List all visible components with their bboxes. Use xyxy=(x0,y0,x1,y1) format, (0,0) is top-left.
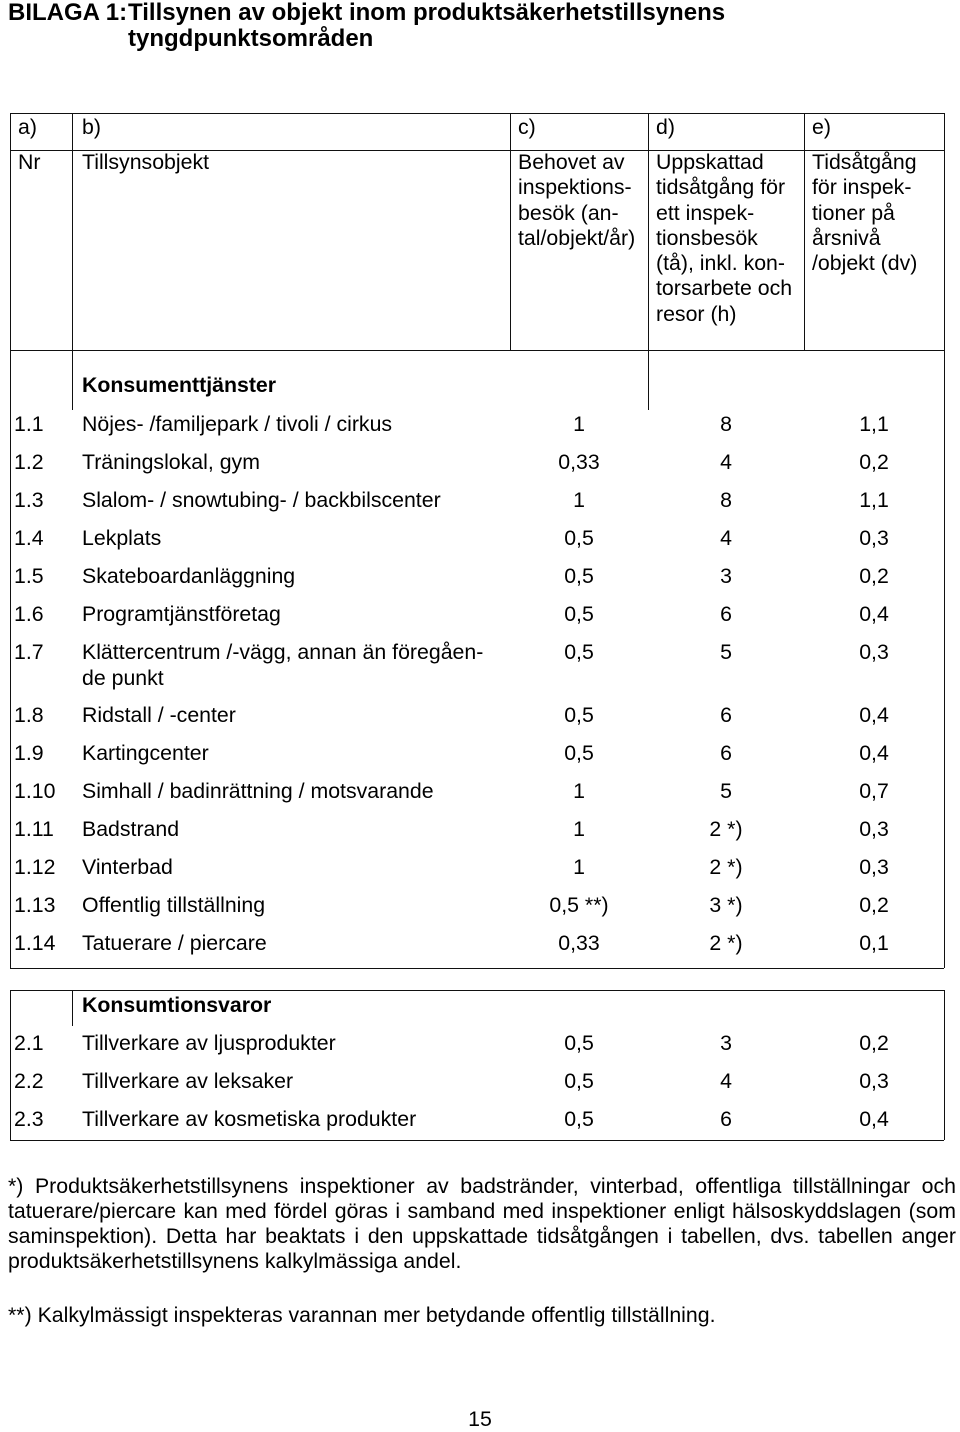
days-per-year-value: 0,4 xyxy=(859,1107,889,1131)
days-per-year-value: 0,4 xyxy=(859,602,889,626)
page-number: 15 xyxy=(468,1407,492,1431)
row-number: 2.1 xyxy=(14,1031,44,1055)
table-rule xyxy=(72,350,73,410)
visits-per-year-value: 0,5 xyxy=(564,640,594,664)
row-label: Tillverkare av ljusprodukter xyxy=(82,1031,336,1055)
row-label: Badstrand xyxy=(82,817,180,841)
table-rule xyxy=(10,350,944,351)
hours-per-visit-value: 6 xyxy=(720,703,732,727)
hours-per-visit-value: 3 *) xyxy=(709,893,743,917)
days-per-year-value: 0,3 xyxy=(859,526,889,550)
column-header-line: för inspek- xyxy=(812,175,912,200)
hours-per-visit-value: 3 xyxy=(720,1031,732,1055)
table-row xyxy=(0,817,960,842)
column-header-nr xyxy=(18,150,40,175)
visits-per-year-value: 0,33 xyxy=(558,931,600,955)
hours-per-visit-value: 5 xyxy=(720,779,732,803)
table-row xyxy=(0,1031,960,1056)
column-letter-b: b) xyxy=(82,115,101,139)
footnote-line: saminspektion). Detta har beaktats i den uppskattade tidsåtgången i tabellen, dvs. tabellen anger xyxy=(8,1224,956,1248)
table-rule xyxy=(10,968,944,969)
days-per-year-value: 0,7 xyxy=(859,779,889,803)
days-per-year-value: 1,1 xyxy=(859,488,889,512)
column-header-line: tioner på xyxy=(812,200,895,225)
table-rule xyxy=(10,113,11,350)
column-header-line: resor (h) xyxy=(656,301,737,326)
visits-per-year-value: 0,5 **) xyxy=(549,893,609,917)
table-row xyxy=(0,931,960,956)
visits-per-year-value: 1 xyxy=(573,855,585,879)
column-header-hours xyxy=(656,150,792,327)
footnote xyxy=(8,1303,956,1328)
row-number: 1.11 xyxy=(14,817,54,841)
row-label: Programtjänstföretag xyxy=(82,602,281,626)
section-heading: Konsumtionsvaror xyxy=(82,993,272,1017)
row-number: 1.10 xyxy=(14,779,56,803)
table-row xyxy=(0,602,960,627)
row-label: Klättercentrum /-vägg, annan än föregåen- xyxy=(82,640,484,664)
row-label-continuation: de punkt xyxy=(82,666,164,690)
table-rule xyxy=(10,1140,944,1141)
visits-per-year-value: 0,5 xyxy=(564,741,594,765)
row-number: 1.12 xyxy=(14,855,56,879)
column-letter-c: c) xyxy=(518,115,536,139)
table-row xyxy=(0,703,960,728)
row-number: 2.2 xyxy=(14,1069,44,1093)
days-per-year-value: 0,3 xyxy=(859,855,889,879)
row-label: Tillverkare av kosmetiska produkter xyxy=(82,1107,417,1131)
hours-per-visit-value: 4 xyxy=(720,526,732,550)
row-number: 1.6 xyxy=(14,602,44,626)
column-header-line: Nr xyxy=(18,150,41,174)
table-row xyxy=(0,741,960,766)
column-header-line: torsarbete och xyxy=(656,276,793,301)
title-line: Tillsynen av objekt inom produktsäkerhetstillsynens xyxy=(128,0,726,26)
column-header-line: Tidsåtgång xyxy=(812,150,917,174)
footnote-line: **) Kalkylmässigt inspekteras varannan mer betydande offentlig tillställning. xyxy=(8,1303,716,1327)
column-letter-d: d) xyxy=(656,115,675,139)
table-rule xyxy=(10,990,944,991)
table-rule xyxy=(804,113,805,350)
hours-per-visit-value: 6 xyxy=(720,741,732,765)
visits-per-year-value: 1 xyxy=(573,488,585,512)
visits-per-year-value: 0,33 xyxy=(558,450,600,474)
table-rule xyxy=(944,113,945,350)
hours-per-visit-value: 3 xyxy=(720,564,732,588)
hours-per-visit-value: 2 *) xyxy=(709,931,743,955)
column-header-line: (tå), inkl. kon- xyxy=(656,251,785,276)
hours-per-visit-value: 8 xyxy=(720,488,732,512)
column-letter-e: e) xyxy=(812,115,831,139)
row-label: Simhall / badinrättning / motsvarande xyxy=(82,779,434,803)
days-per-year-value: 0,3 xyxy=(859,817,889,841)
column-header-line: Behovet av xyxy=(518,150,625,174)
days-per-year-value: 0,2 xyxy=(859,450,889,474)
table-row xyxy=(0,855,960,880)
row-label: Ridstall / -center xyxy=(82,703,236,727)
row-label: Tatuerare / piercare xyxy=(82,931,267,955)
row-number: 1.1 xyxy=(14,412,44,436)
column-header-line: årsnivå xyxy=(812,225,881,250)
visits-per-year-value: 0,5 xyxy=(564,526,594,550)
appendix-label: BILAGA 1: xyxy=(8,0,128,26)
column-header-days xyxy=(812,150,917,276)
days-per-year-value: 0,2 xyxy=(859,893,889,917)
table-row xyxy=(0,1069,960,1094)
table-row xyxy=(0,450,960,475)
row-label: Slalom- / snowtubing- / backbilscenter xyxy=(82,488,441,512)
days-per-year-value: 1,1 xyxy=(859,412,889,436)
table-row xyxy=(0,564,960,589)
visits-per-year-value: 0,5 xyxy=(564,1031,594,1055)
hours-per-visit-value: 6 xyxy=(720,602,732,626)
table-row xyxy=(0,488,960,513)
visits-per-year-value: 0,5 xyxy=(564,564,594,588)
row-label: Träningslokal, gym xyxy=(82,450,260,474)
days-per-year-value: 0,3 xyxy=(859,640,889,664)
column-header-line: /objekt (dv) xyxy=(812,251,918,276)
days-per-year-value: 0,4 xyxy=(859,703,889,727)
hours-per-visit-value: 4 xyxy=(720,1069,732,1093)
title-line: tyngdpunktsområden xyxy=(128,25,374,52)
row-number: 2.3 xyxy=(14,1107,44,1131)
hours-per-visit-value: 6 xyxy=(720,1107,732,1131)
days-per-year-value: 0,2 xyxy=(859,1031,889,1055)
table-row xyxy=(0,1107,960,1132)
row-number: 1.3 xyxy=(14,488,44,512)
column-header-line: tionsbesök xyxy=(656,225,758,250)
days-per-year-value: 0,2 xyxy=(859,564,889,588)
visits-per-year-value: 1 xyxy=(573,817,585,841)
days-per-year-value: 0,3 xyxy=(859,1069,889,1093)
visits-per-year-value: 0,5 xyxy=(564,602,594,626)
row-number: 1.2 xyxy=(14,450,44,474)
row-number: 1.8 xyxy=(14,703,44,727)
hours-per-visit-value: 4 xyxy=(720,450,732,474)
table-rule xyxy=(72,990,73,1026)
table-row xyxy=(0,779,960,804)
column-header-line: ett inspek- xyxy=(656,200,755,225)
hours-per-visit-value: 8 xyxy=(720,412,732,436)
table-row xyxy=(0,412,960,437)
table-rule xyxy=(510,113,511,350)
table-row xyxy=(0,526,960,551)
column-header-line: inspektions- xyxy=(518,175,632,200)
footnote xyxy=(8,1174,956,1274)
row-label: Kartingcenter xyxy=(82,741,209,765)
section-heading: Konsumenttjänster xyxy=(82,373,277,397)
days-per-year-value: 0,1 xyxy=(859,931,889,955)
visits-per-year-value: 0,5 xyxy=(564,703,594,727)
footnote-line: produktsäkerhetstillsynens kalkylmässiga andel. xyxy=(8,1249,462,1273)
days-per-year-value: 0,4 xyxy=(859,741,889,765)
visits-per-year-value: 1 xyxy=(573,779,585,803)
table-row xyxy=(0,640,960,691)
visits-per-year-value: 0,5 xyxy=(564,1069,594,1093)
column-header-line: tal/objekt/år) xyxy=(518,225,636,250)
column-header-line: besök (an- xyxy=(518,200,619,225)
table-rule xyxy=(648,113,649,350)
hours-per-visit-value: 2 *) xyxy=(709,817,743,841)
table-rule xyxy=(72,113,73,350)
row-label: Offentlig tillställning xyxy=(82,893,266,917)
row-number: 1.7 xyxy=(14,640,44,664)
row-number: 1.14 xyxy=(14,931,56,955)
column-header-line: tidsåtgång för xyxy=(656,175,786,200)
hours-per-visit-value: 5 xyxy=(720,640,732,664)
row-label: Vinterbad xyxy=(82,855,173,879)
hours-per-visit-value: 2 *) xyxy=(709,855,743,879)
table-rule xyxy=(648,350,649,410)
row-number: 1.9 xyxy=(14,741,44,765)
column-header-visits xyxy=(518,150,635,251)
table-row xyxy=(0,893,960,918)
footnote-line: *) Produktsäkerhetstillsynens inspektioner av badstränder, vinterbad, offentliga tillställningar och xyxy=(8,1174,956,1198)
row-number: 1.13 xyxy=(14,893,56,917)
title-text xyxy=(128,0,725,52)
column-header-line: Tillsynsobjekt xyxy=(82,150,210,174)
column-letter-a: a) xyxy=(18,115,37,139)
visits-per-year-value: 1 xyxy=(573,412,585,436)
row-label: Lekplats xyxy=(82,526,162,550)
row-label: Tillverkare av leksaker xyxy=(82,1069,294,1093)
row-label: Nöjes- /familjepark / tivoli / cirkus xyxy=(82,412,393,436)
row-label: Skateboardanläggning xyxy=(82,564,296,588)
visits-per-year-value: 0,5 xyxy=(564,1107,594,1131)
row-number: 1.4 xyxy=(14,526,44,550)
row-number: 1.5 xyxy=(14,564,44,588)
footnote-line: tatuerare/piercare kan med fördel göras i samband med inspektioner enligt hälsoskyddslagen (som xyxy=(8,1199,956,1223)
column-header-object xyxy=(82,150,209,175)
column-header-line: Uppskattad xyxy=(656,150,764,174)
